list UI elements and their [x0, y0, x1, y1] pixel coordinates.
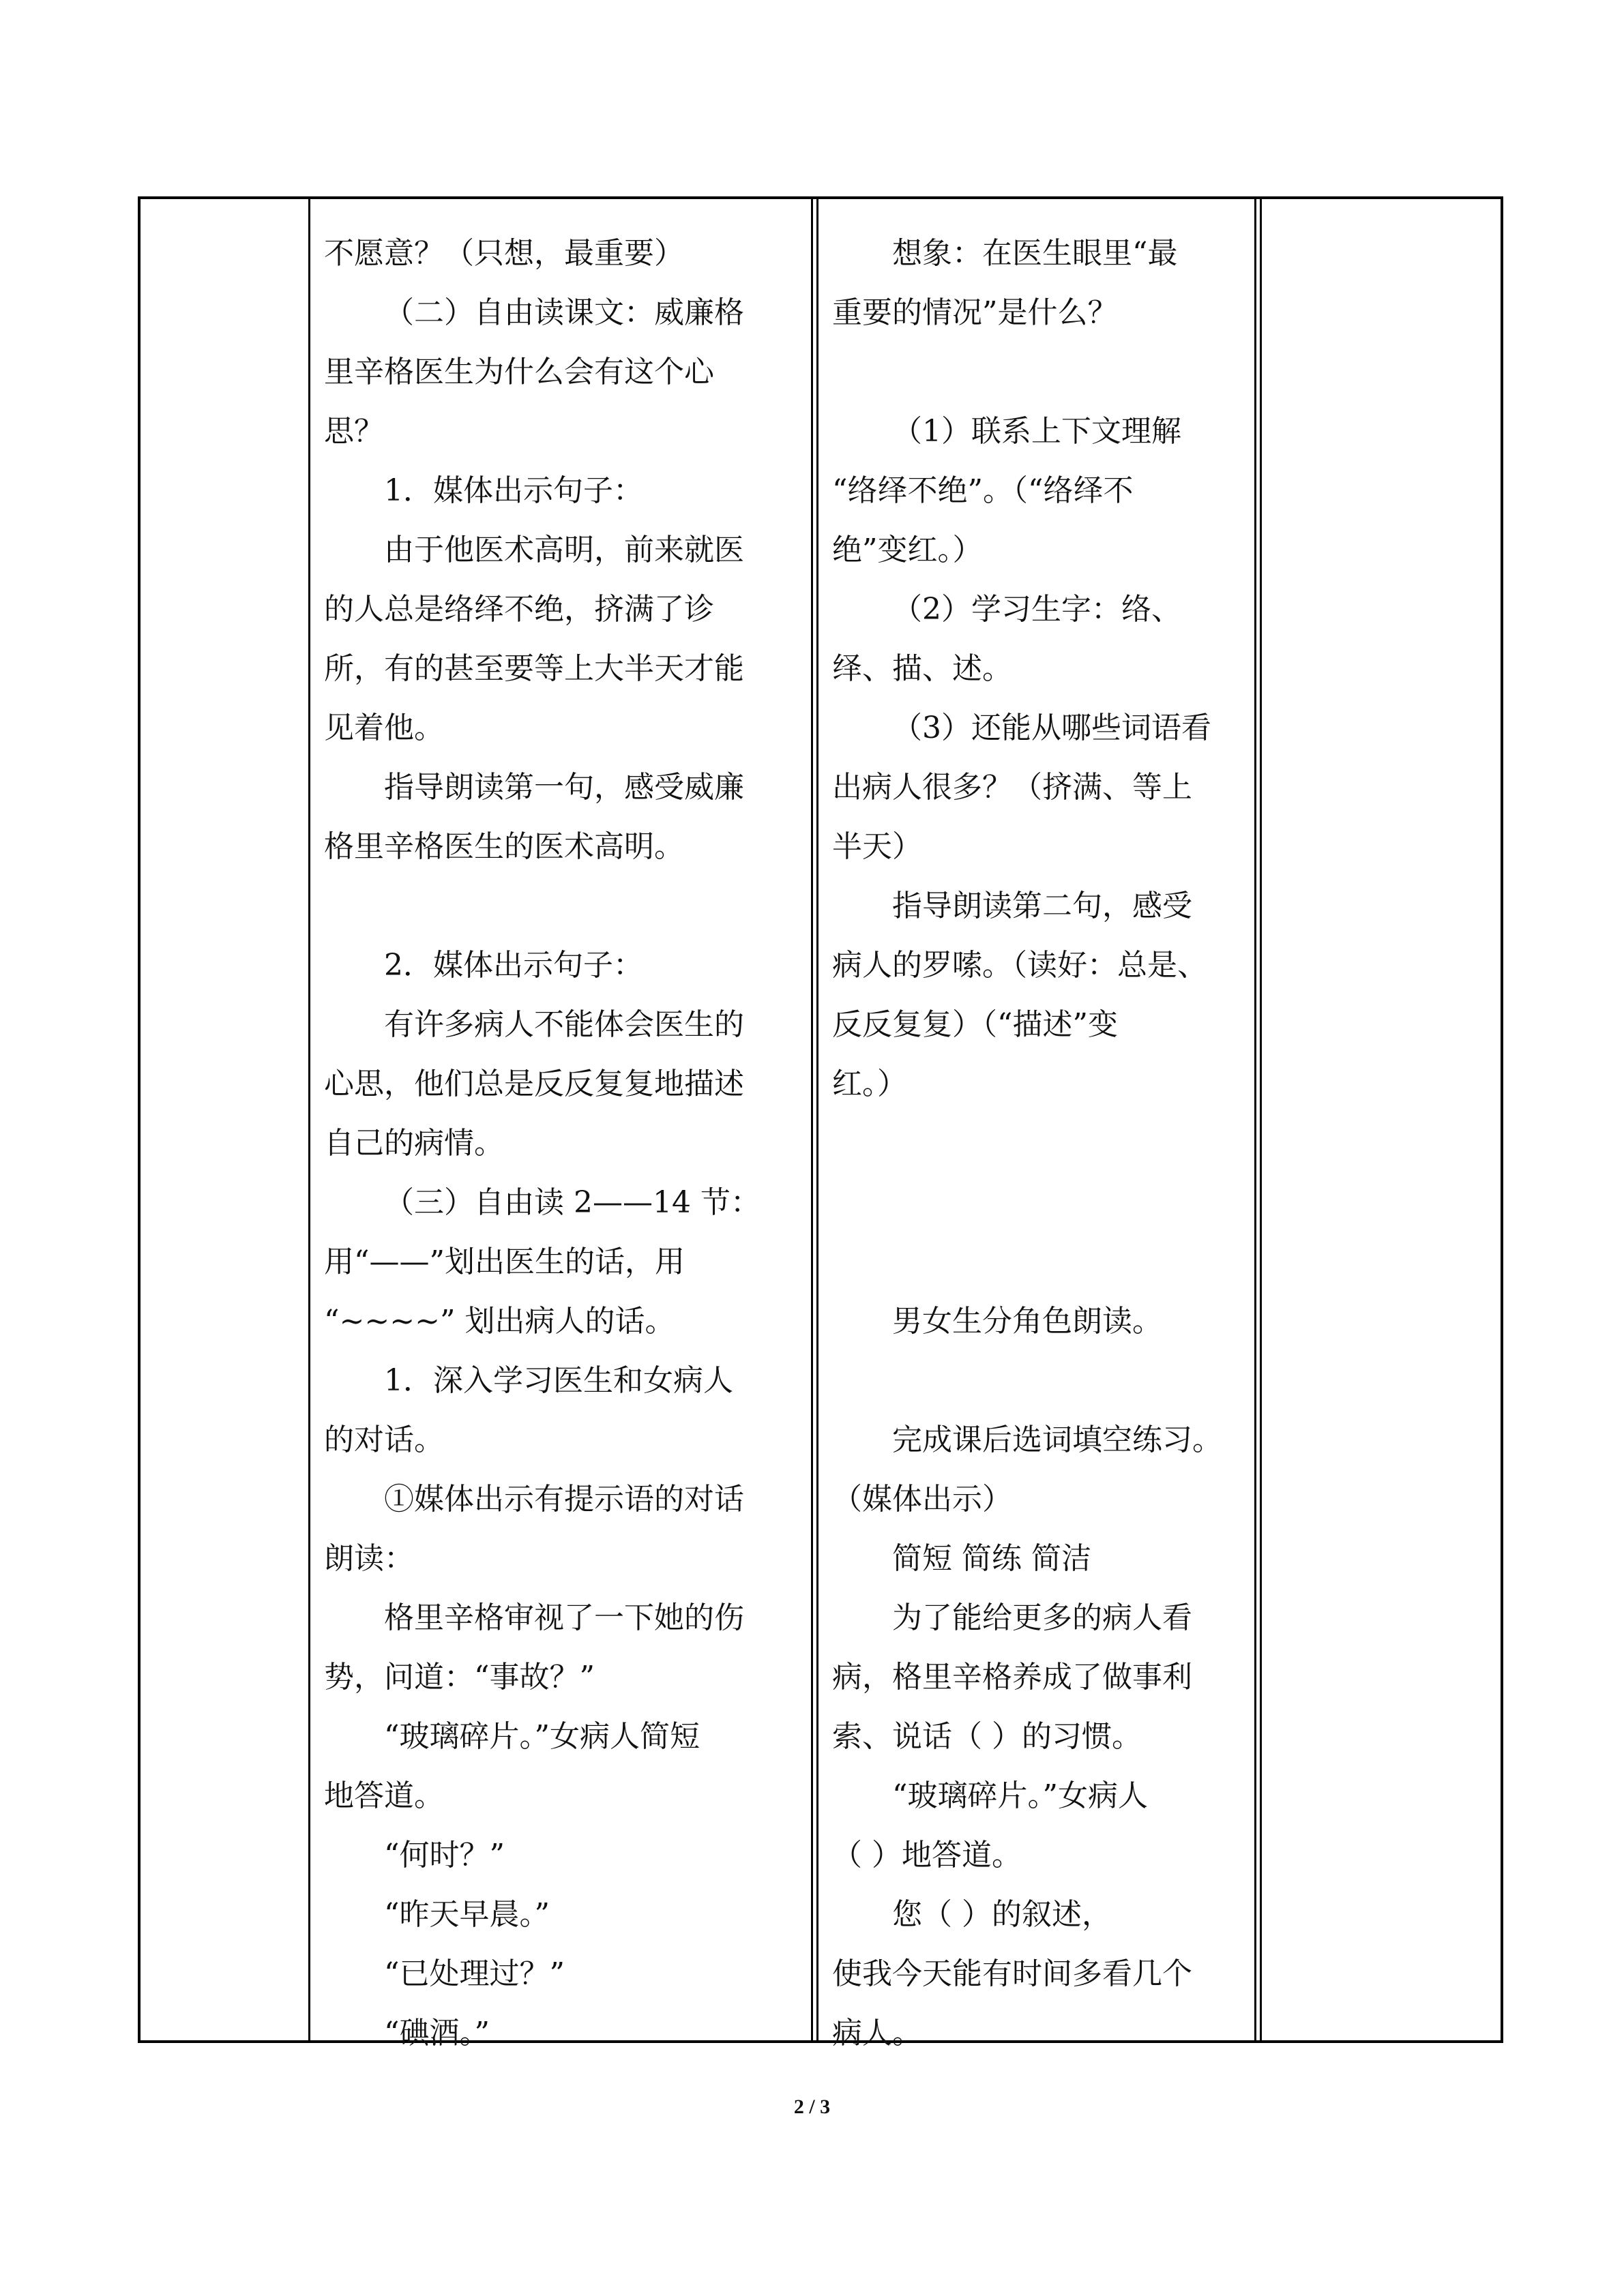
column-3-cell: [832, 224, 1252, 2063]
text-line: 自己的病情。: [324, 1126, 504, 1161]
text-line: 为了能给更多的病人看: [892, 1600, 1192, 1635]
lesson-table: [138, 196, 1503, 2051]
text-line: [832, 1232, 1252, 1292]
text-line: 势，问道：“事故？”: [324, 1660, 595, 1695]
text-line: （媒体出示）: [832, 1482, 1012, 1517]
text-line: “何时？”: [384, 1838, 505, 1873]
text-line: （2）学习生字：络、: [892, 592, 1181, 627]
text-line: 病，格里辛格养成了做事利: [832, 1660, 1192, 1695]
text-line: （3）还能从哪些词语看: [892, 711, 1211, 745]
text-line: 半天）: [832, 829, 922, 864]
text-line: “玻璃碎片。”女病人简短: [384, 1719, 700, 1754]
text-line: 想象：在医生眼里“最: [892, 236, 1178, 271]
text-line: 1．深入学习医生和女病人: [384, 1363, 733, 1398]
text-line: 思？: [324, 414, 384, 449]
text-line: 指导朗读第一句，感受威廉: [384, 770, 744, 805]
column-divider-1: [308, 196, 310, 2043]
text-line: 简短 简练 简洁: [892, 1541, 1091, 1576]
column-divider-3a: [1254, 196, 1256, 2043]
text-line: 病人的罗嗦。（读好：总是、: [832, 948, 1207, 983]
text-line: 指导朗读第二句，感受: [892, 889, 1192, 923]
page-number: 2 / 3: [793, 2096, 831, 2118]
text-line: （ ）地答道。: [832, 1838, 1022, 1873]
text-line: 完成课后选词填空练习。: [892, 1422, 1222, 1457]
text-line: “~~~~” 划出病人的话。: [324, 1304, 675, 1339]
text-line: 所，有的甚至要等上大半天才能: [324, 651, 744, 686]
text-line: [324, 876, 801, 936]
column-2-cell: [324, 224, 801, 2063]
text-line: [832, 342, 1252, 402]
text-line: 心思，他们总是反反复复地描述: [324, 1067, 744, 1101]
text-line: 的对话。: [324, 1422, 444, 1457]
text-line: 的人总是络绎不绝，挤满了诊: [324, 592, 714, 627]
text-line: 由于他医术高明，前来就医: [384, 533, 744, 567]
text-line: 不愿意？（只想，最重要）: [324, 236, 684, 271]
text-line: 绎、描、述。: [832, 651, 1012, 686]
table-right-border: [1501, 196, 1503, 2043]
text-line: “碘酒。”: [384, 2016, 490, 2051]
text-line: 男女生分角色朗读。: [892, 1304, 1162, 1339]
text-line: 病人。: [832, 2016, 922, 2051]
text-line: “昨天早晨。”: [384, 1897, 550, 1932]
text-line: 绝”变红。）: [832, 533, 983, 567]
text-line: （二）自由读课文：威廉格: [384, 295, 744, 330]
text-line: 您（ ）的叙述，: [892, 1897, 1112, 1932]
table-left-border: [138, 196, 141, 2043]
text-line: 索、说话（ ）的习惯。: [832, 1719, 1142, 1754]
column-divider-2b: [816, 196, 818, 2043]
text-line: 2．媒体出示句子：: [384, 948, 643, 983]
text-line: 有许多病人不能体会医生的: [384, 1007, 744, 1042]
column-divider-2a: [811, 196, 813, 2043]
text-line: “已处理过？”: [384, 1956, 565, 1991]
text-line: 重要的情况”是什么？: [832, 295, 1118, 330]
text-line: （三）自由读 2——14 节：: [384, 1185, 761, 1220]
text-line: 用“——”划出医生的话，用: [324, 1244, 685, 1279]
text-line: [832, 1114, 1252, 1173]
text-line: 格里辛格审视了一下她的伤: [384, 1600, 744, 1635]
text-line: ①媒体出示有提示语的对话: [384, 1482, 744, 1517]
text-line: 朗读：: [324, 1541, 414, 1576]
text-line: 1．媒体出示句子：: [384, 473, 643, 508]
text-line: 见着他。: [324, 711, 444, 745]
table-top-border: [138, 196, 1503, 199]
text-line: 地答道。: [324, 1778, 444, 1813]
text-line: 格里辛格医生的医术高明。: [324, 829, 684, 864]
column-divider-3b: [1260, 196, 1262, 2043]
text-line: （1）联系上下文理解: [892, 414, 1181, 449]
text-line: 使我今天能有时间多看几个: [832, 1956, 1192, 1991]
text-line: [832, 1351, 1252, 1410]
text-line: 出病人很多？（挤满、等上: [832, 770, 1192, 805]
text-line: “玻璃碎片。”女病人: [892, 1778, 1148, 1813]
text-line: [832, 1173, 1252, 1232]
text-line: 反反复复）（“描述”变: [832, 1007, 1118, 1042]
text-line: 里辛格医生为什么会有这个心: [324, 355, 714, 389]
text-line: “络绎不绝”。（“络绎不: [832, 473, 1134, 508]
text-line: 红。）: [832, 1067, 907, 1101]
